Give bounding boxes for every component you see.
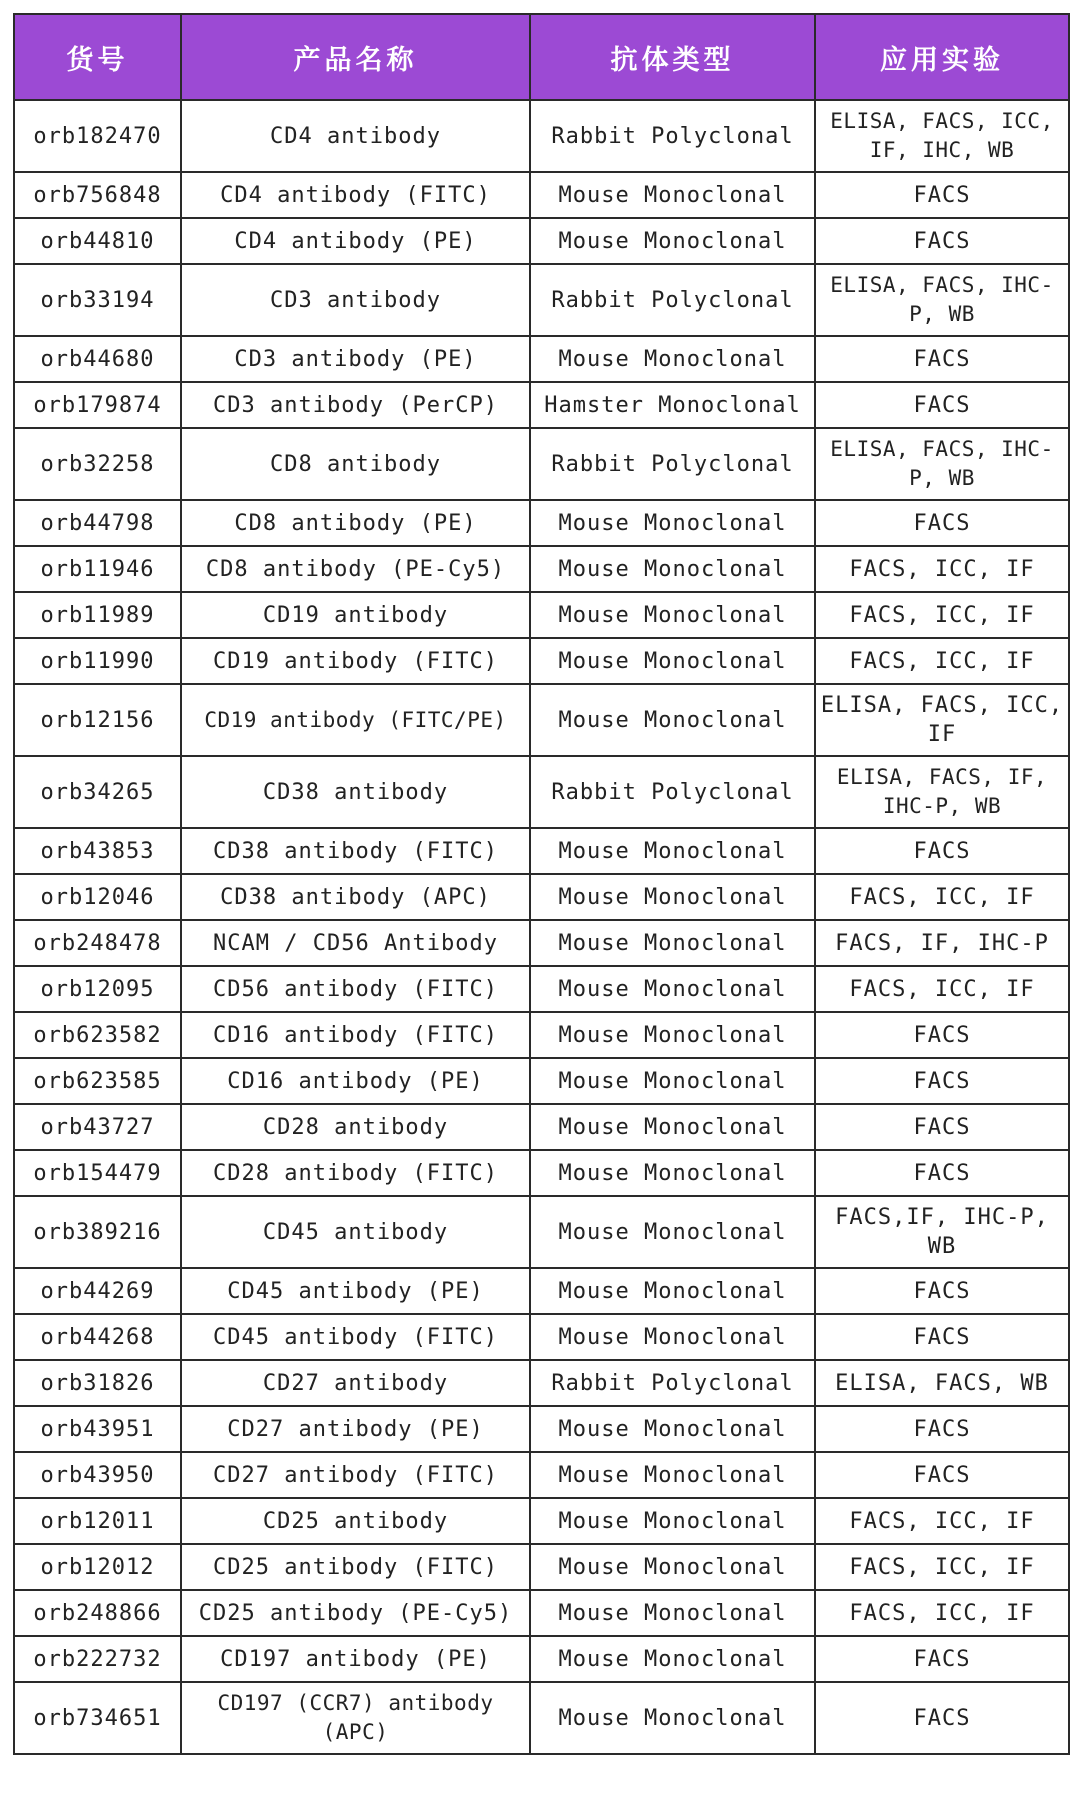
table-row bbox=[14, 1360, 1069, 1406]
product-name-cell: CD19 antibody (FITC) bbox=[181, 638, 530, 684]
table-row bbox=[14, 1636, 1069, 1682]
antibody-type-cell: Mouse Monoclonal bbox=[530, 684, 815, 756]
antibody-type-cell: Rabbit Polyclonal bbox=[530, 428, 815, 500]
table-row bbox=[14, 874, 1069, 920]
catalog-number-cell: orb12011 bbox=[14, 1498, 181, 1544]
product-name-cell: CD27 antibody (FITC) bbox=[181, 1452, 530, 1498]
applications-cell: FACS bbox=[815, 1058, 1069, 1104]
applications-cell: FACS bbox=[815, 1104, 1069, 1150]
catalog-number-cell: orb43951 bbox=[14, 1406, 181, 1452]
product-name-cell: CD27 antibody bbox=[181, 1360, 530, 1406]
antibody-type-cell: Mouse Monoclonal bbox=[530, 1058, 815, 1104]
catalog-number-cell: orb623582 bbox=[14, 1012, 181, 1058]
antibody-type-cell: Mouse Monoclonal bbox=[530, 1012, 815, 1058]
antibody-type-cell: Mouse Monoclonal bbox=[530, 1104, 815, 1150]
applications-cell: FACS, ICC, IF bbox=[815, 966, 1069, 1012]
table-row bbox=[14, 1406, 1069, 1452]
catalog-number-cell: orb44268 bbox=[14, 1314, 181, 1360]
product-name-cell: CD8 antibody (PE) bbox=[181, 500, 530, 546]
applications-cell: FACS bbox=[815, 1636, 1069, 1682]
product-name-cell: CD3 antibody (PE) bbox=[181, 336, 530, 382]
product-name-cell: CD38 antibody (APC) bbox=[181, 874, 530, 920]
applications-cell: FACS, ICC, IF bbox=[815, 638, 1069, 684]
antibody-type-cell: Mouse Monoclonal bbox=[530, 1150, 815, 1196]
applications-cell: FACS,IF, IHC-P, WB bbox=[815, 1196, 1069, 1268]
product-name-cell: CD197 (CCR7) antibody (APC) bbox=[181, 1682, 530, 1754]
antibody-type-cell: Mouse Monoclonal bbox=[530, 920, 815, 966]
table-row bbox=[14, 1452, 1069, 1498]
antibody-type-cell: Mouse Monoclonal bbox=[530, 1452, 815, 1498]
applications-cell: FACS bbox=[815, 828, 1069, 874]
header-applications: 应用实验 bbox=[815, 14, 1069, 100]
catalog-number-cell: orb43950 bbox=[14, 1452, 181, 1498]
applications-cell: FACS bbox=[815, 1012, 1069, 1058]
product-name-cell: CD3 antibody (PerCP) bbox=[181, 382, 530, 428]
header-product-name: 产品名称 bbox=[181, 14, 530, 100]
table-row bbox=[14, 1682, 1069, 1754]
table-row bbox=[14, 1196, 1069, 1268]
antibody-type-cell: Rabbit Polyclonal bbox=[530, 1360, 815, 1406]
applications-cell: FACS bbox=[815, 1268, 1069, 1314]
table-row bbox=[14, 1590, 1069, 1636]
antibody-type-cell: Rabbit Polyclonal bbox=[530, 100, 815, 172]
applications-cell: ELISA, FACS, IF, IHC-P, WB bbox=[815, 756, 1069, 828]
catalog-number-cell: orb222732 bbox=[14, 1636, 181, 1682]
catalog-number-cell: orb734651 bbox=[14, 1682, 181, 1754]
table-row bbox=[14, 756, 1069, 828]
table-row bbox=[14, 592, 1069, 638]
header-row bbox=[14, 14, 1069, 100]
antibody-type-cell: Hamster Monoclonal bbox=[530, 382, 815, 428]
antibody-type-cell: Mouse Monoclonal bbox=[530, 500, 815, 546]
antibody-type-cell: Mouse Monoclonal bbox=[530, 1590, 815, 1636]
antibody-type-cell: Mouse Monoclonal bbox=[530, 172, 815, 218]
antibody-type-cell: Mouse Monoclonal bbox=[530, 828, 815, 874]
table-row bbox=[14, 966, 1069, 1012]
table-row bbox=[14, 172, 1069, 218]
antibody-type-cell: Mouse Monoclonal bbox=[530, 1406, 815, 1452]
product-name-cell: CD25 antibody bbox=[181, 1498, 530, 1544]
applications-cell: ELISA, FACS, ICC, IF, IHC, WB bbox=[815, 100, 1069, 172]
applications-cell: FACS bbox=[815, 336, 1069, 382]
catalog-number-cell: orb11989 bbox=[14, 592, 181, 638]
catalog-number-cell: orb44680 bbox=[14, 336, 181, 382]
table-row bbox=[14, 546, 1069, 592]
catalog-number-cell: orb12156 bbox=[14, 684, 181, 756]
table-row bbox=[14, 336, 1069, 382]
catalog-number-cell: orb34265 bbox=[14, 756, 181, 828]
table-body bbox=[14, 100, 1069, 1754]
catalog-number-cell: orb12046 bbox=[14, 874, 181, 920]
applications-cell: FACS, IF, IHC-P bbox=[815, 920, 1069, 966]
table-row bbox=[14, 428, 1069, 500]
applications-cell: FACS bbox=[815, 1150, 1069, 1196]
table-row bbox=[14, 382, 1069, 428]
header-catalog-number: 货号 bbox=[14, 14, 181, 100]
product-name-cell: CD25 antibody (FITC) bbox=[181, 1544, 530, 1590]
product-name-cell: CD4 antibody (FITC) bbox=[181, 172, 530, 218]
antibody-type-cell: Mouse Monoclonal bbox=[530, 966, 815, 1012]
antibody-type-cell: Mouse Monoclonal bbox=[530, 1544, 815, 1590]
catalog-number-cell: orb248478 bbox=[14, 920, 181, 966]
antibody-type-cell: Mouse Monoclonal bbox=[530, 1498, 815, 1544]
applications-cell: FACS bbox=[815, 1406, 1069, 1452]
product-table-container bbox=[13, 13, 1068, 1755]
catalog-number-cell: orb44810 bbox=[14, 218, 181, 264]
antibody-type-cell: Mouse Monoclonal bbox=[530, 1636, 815, 1682]
product-name-cell: CD19 antibody (FITC/PE) bbox=[181, 684, 530, 756]
applications-cell: ELISA, FACS, IHC-P, WB bbox=[815, 428, 1069, 500]
table-row bbox=[14, 100, 1069, 172]
table-row bbox=[14, 264, 1069, 336]
product-table bbox=[13, 13, 1070, 1755]
applications-cell: FACS bbox=[815, 1452, 1069, 1498]
antibody-type-cell: Mouse Monoclonal bbox=[530, 874, 815, 920]
product-name-cell: CD45 antibody (PE) bbox=[181, 1268, 530, 1314]
catalog-number-cell: orb756848 bbox=[14, 172, 181, 218]
applications-cell: FACS bbox=[815, 172, 1069, 218]
applications-cell: ELISA, FACS, IHC-P, WB bbox=[815, 264, 1069, 336]
product-name-cell: CD45 antibody bbox=[181, 1196, 530, 1268]
applications-cell: FACS, ICC, IF bbox=[815, 546, 1069, 592]
catalog-number-cell: orb33194 bbox=[14, 264, 181, 336]
product-name-cell: CD45 antibody (FITC) bbox=[181, 1314, 530, 1360]
catalog-number-cell: orb43853 bbox=[14, 828, 181, 874]
product-name-cell: CD27 antibody (PE) bbox=[181, 1406, 530, 1452]
product-name-cell: CD25 antibody (PE-Cy5) bbox=[181, 1590, 530, 1636]
catalog-number-cell: orb44798 bbox=[14, 500, 181, 546]
table-row bbox=[14, 828, 1069, 874]
applications-cell: FACS bbox=[815, 500, 1069, 546]
applications-cell: FACS, ICC, IF bbox=[815, 1498, 1069, 1544]
applications-cell: FACS bbox=[815, 1314, 1069, 1360]
catalog-number-cell: orb623585 bbox=[14, 1058, 181, 1104]
product-name-cell: CD16 antibody (FITC) bbox=[181, 1012, 530, 1058]
table-row bbox=[14, 1058, 1069, 1104]
product-name-cell: CD56 antibody (FITC) bbox=[181, 966, 530, 1012]
applications-cell: ELISA, FACS, WB bbox=[815, 1360, 1069, 1406]
product-name-cell: CD4 antibody (PE) bbox=[181, 218, 530, 264]
applications-cell: FACS, ICC, IF bbox=[815, 874, 1069, 920]
product-name-cell: CD38 antibody bbox=[181, 756, 530, 828]
header-antibody-type: 抗体类型 bbox=[530, 14, 815, 100]
product-name-cell: CD28 antibody bbox=[181, 1104, 530, 1150]
catalog-number-cell: orb12012 bbox=[14, 1544, 181, 1590]
product-name-cell: CD4 antibody bbox=[181, 100, 530, 172]
antibody-type-cell: Mouse Monoclonal bbox=[530, 1314, 815, 1360]
table-row bbox=[14, 1544, 1069, 1590]
product-name-cell: CD3 antibody bbox=[181, 264, 530, 336]
applications-cell: FACS, ICC, IF bbox=[815, 1590, 1069, 1636]
antibody-type-cell: Mouse Monoclonal bbox=[530, 1196, 815, 1268]
product-name-cell: CD28 antibody (FITC) bbox=[181, 1150, 530, 1196]
catalog-number-cell: orb248866 bbox=[14, 1590, 181, 1636]
table-row bbox=[14, 1150, 1069, 1196]
table-row bbox=[14, 1498, 1069, 1544]
table-row bbox=[14, 1104, 1069, 1150]
table-row bbox=[14, 1268, 1069, 1314]
table-row bbox=[14, 684, 1069, 756]
antibody-type-cell: Mouse Monoclonal bbox=[530, 1682, 815, 1754]
catalog-number-cell: orb389216 bbox=[14, 1196, 181, 1268]
antibody-type-cell: Mouse Monoclonal bbox=[530, 336, 815, 382]
antibody-type-cell: Rabbit Polyclonal bbox=[530, 264, 815, 336]
product-name-cell: CD19 antibody bbox=[181, 592, 530, 638]
table-header bbox=[14, 14, 1069, 100]
catalog-number-cell: orb44269 bbox=[14, 1268, 181, 1314]
catalog-number-cell: orb11946 bbox=[14, 546, 181, 592]
applications-cell: FACS bbox=[815, 1682, 1069, 1754]
catalog-number-cell: orb179874 bbox=[14, 382, 181, 428]
applications-cell: ELISA, FACS, ICC, IF bbox=[815, 684, 1069, 756]
table-row bbox=[14, 1012, 1069, 1058]
table-row bbox=[14, 218, 1069, 264]
antibody-type-cell: Mouse Monoclonal bbox=[530, 592, 815, 638]
table-row bbox=[14, 1314, 1069, 1360]
table-row bbox=[14, 920, 1069, 966]
catalog-number-cell: orb182470 bbox=[14, 100, 181, 172]
applications-cell: FACS bbox=[815, 382, 1069, 428]
catalog-number-cell: orb31826 bbox=[14, 1360, 181, 1406]
applications-cell: FACS, ICC, IF bbox=[815, 1544, 1069, 1590]
antibody-type-cell: Rabbit Polyclonal bbox=[530, 756, 815, 828]
product-name-cell: CD8 antibody bbox=[181, 428, 530, 500]
catalog-number-cell: orb32258 bbox=[14, 428, 181, 500]
applications-cell: FACS bbox=[815, 218, 1069, 264]
antibody-type-cell: Mouse Monoclonal bbox=[530, 1268, 815, 1314]
antibody-type-cell: Mouse Monoclonal bbox=[530, 546, 815, 592]
product-name-cell: CD197 antibody (PE) bbox=[181, 1636, 530, 1682]
applications-cell: FACS, ICC, IF bbox=[815, 592, 1069, 638]
product-name-cell: CD38 antibody (FITC) bbox=[181, 828, 530, 874]
antibody-type-cell: Mouse Monoclonal bbox=[530, 218, 815, 264]
catalog-number-cell: orb11990 bbox=[14, 638, 181, 684]
product-name-cell: CD16 antibody (PE) bbox=[181, 1058, 530, 1104]
product-name-cell: CD8 antibody (PE-Cy5) bbox=[181, 546, 530, 592]
table-row bbox=[14, 500, 1069, 546]
product-name-cell: NCAM / CD56 Antibody bbox=[181, 920, 530, 966]
table-row bbox=[14, 638, 1069, 684]
catalog-number-cell: orb43727 bbox=[14, 1104, 181, 1150]
catalog-number-cell: orb12095 bbox=[14, 966, 181, 1012]
antibody-type-cell: Mouse Monoclonal bbox=[530, 638, 815, 684]
catalog-number-cell: orb154479 bbox=[14, 1150, 181, 1196]
